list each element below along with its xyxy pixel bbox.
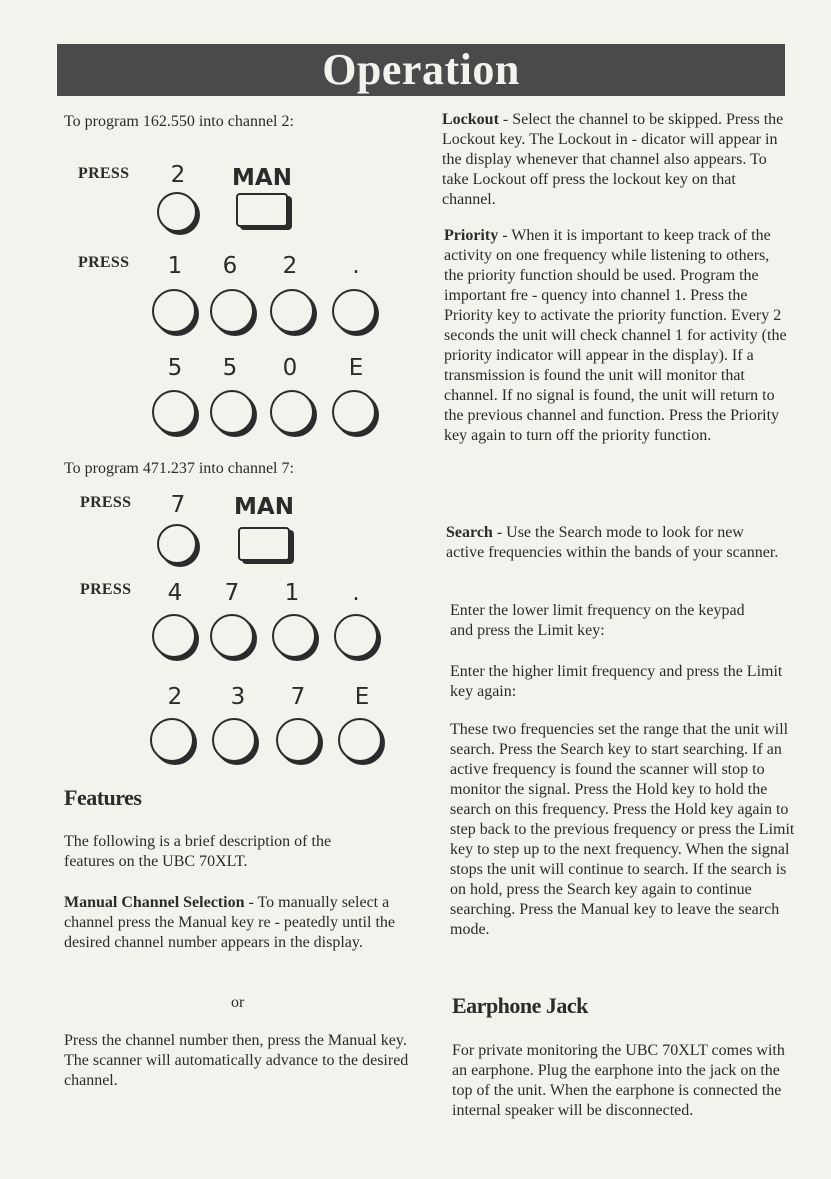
key-label: MAN xyxy=(232,165,292,191)
search-paragraph xyxy=(446,523,786,563)
page-banner xyxy=(57,44,785,96)
key-label: 5 xyxy=(222,355,238,381)
number-key xyxy=(272,614,316,658)
number-key xyxy=(212,718,256,762)
example2-intro: To program 471.237 into channel 7: xyxy=(64,460,294,477)
key-label: 5 xyxy=(167,355,183,381)
key-label: . xyxy=(352,253,360,279)
search-higher-limit: Enter the higher limit frequency and press the Limit key again: xyxy=(450,663,783,700)
key-label: 1 xyxy=(284,580,300,606)
number-key xyxy=(332,390,376,434)
number-key xyxy=(270,390,314,434)
number-key xyxy=(210,289,254,333)
key-label: 2 xyxy=(167,684,183,710)
key-label: MAN xyxy=(234,494,294,520)
key-label: E xyxy=(348,355,364,381)
priority-term: Priority xyxy=(444,227,499,244)
key-label: E xyxy=(354,684,370,710)
search-detail: These two frequencies set the range that the unit will search. Press the Search key to start searching. If an active frequency is found the scanner will stop to monitor the signal. Press the Hold key to hold the search on this frequency. Press the Hold key again to step back to the previous frequency or press the Limit key to step up to the next frequency. When the signal stops the unit will continue to search. If the search is on hold, press the Search key again to continue searching. Press the Manual key to leave the search mode. xyxy=(450,721,795,938)
search-lower-limit: Enter the lower limit frequency on the keypad and press the Limit key: xyxy=(450,602,745,639)
key-label: 2 xyxy=(170,162,186,188)
priority-paragraph xyxy=(444,226,792,446)
example1-intro: To program 162.550 into channel 2: xyxy=(64,113,294,130)
search-term: Search xyxy=(446,524,493,541)
press-label: PRESS xyxy=(80,494,132,511)
number-key xyxy=(152,289,196,333)
key-label: 6 xyxy=(222,253,238,279)
lockout-term: Lockout xyxy=(442,111,499,128)
key-label: 7 xyxy=(290,684,306,710)
key-label: 7 xyxy=(170,492,186,518)
key-label: 3 xyxy=(230,684,246,710)
key-label: . xyxy=(352,580,360,606)
key-label: 2 xyxy=(282,253,298,279)
number-key xyxy=(210,390,254,434)
features-intro: The following is a brief description of the features on the UBC 70XLT. xyxy=(64,833,332,870)
manual-selection-term: Manual Channel Selection xyxy=(64,894,245,911)
number-key xyxy=(334,614,378,658)
manual-key xyxy=(238,527,290,561)
priority-text: - When it is important to keep track of the activity on one frequency while listening to others, the priority function should be used. Program the important fre - quency into channel 1. Press the Priority key to activate the priority function. Every 2 seconds the unit will check channel 1 for activity (the priority indicator will appear in the display). If a transmission is found the unit will monitor that channel. If no signal is found, the unit will return to the previous channel and function. Press the Priority key again to turn off the priority function. xyxy=(444,227,787,444)
earphone-paragraph: For private monitoring the UBC 70XLT comes with an earphone. Plug the earphone into the jack on the top of the unit. When the earphone is connected the internal speaker will be disconnected. xyxy=(452,1042,785,1119)
press-label: PRESS xyxy=(78,165,130,182)
number-key xyxy=(270,289,314,333)
lockout-paragraph xyxy=(442,110,792,210)
search-text: - Use the Search mode to look for new active frequencies within the bands of your scanner. xyxy=(446,524,779,561)
press-label: PRESS xyxy=(80,581,132,598)
number-key xyxy=(157,192,197,232)
lockout-text: - Select the channel to be skipped. Press the Lockout key. The Lockout in - dicator will appear in the display whenever that channel also appears. To take Lockout off press the lockout key on that channel. xyxy=(442,111,784,208)
number-key xyxy=(210,614,254,658)
number-key xyxy=(332,289,376,333)
number-key xyxy=(152,390,196,434)
number-key xyxy=(338,718,382,762)
page-title: Operation xyxy=(322,45,520,94)
number-key xyxy=(152,614,196,658)
key-label: 1 xyxy=(167,253,183,279)
features-heading: Features xyxy=(64,785,142,810)
manual-alt-paragraph: Press the channel number then, press the Manual key. The scanner will automatically advance to the desired channel. xyxy=(64,1032,409,1089)
number-key xyxy=(157,524,197,564)
key-label: 7 xyxy=(224,580,240,606)
manual-key xyxy=(236,193,288,227)
number-key xyxy=(150,718,194,762)
manual-selection-text: - To manually select a channel press the Manual key re - peatedly until the desired channel number appears in the display. xyxy=(64,894,395,951)
number-key xyxy=(276,718,320,762)
manual-selection-paragraph xyxy=(64,893,399,953)
key-label: 0 xyxy=(282,355,298,381)
press-label: PRESS xyxy=(78,254,130,271)
earphone-heading: Earphone Jack xyxy=(452,993,588,1018)
or-text: or xyxy=(231,994,245,1011)
key-label: 4 xyxy=(167,580,183,606)
